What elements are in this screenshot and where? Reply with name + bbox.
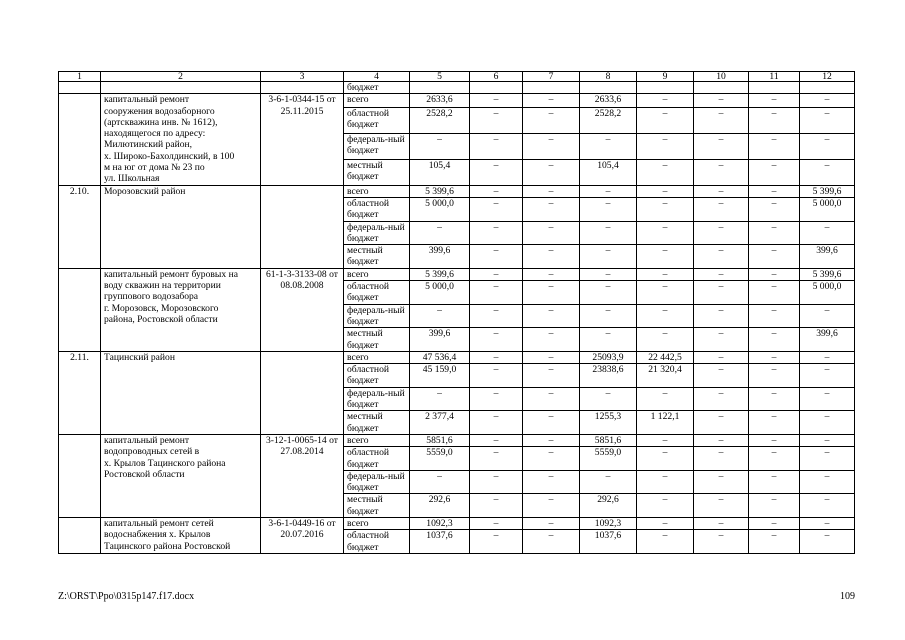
value-cell: 47 536,4 (410, 351, 470, 363)
value-cell: – (800, 411, 855, 435)
value-cell: 292,6 (580, 494, 637, 518)
funding-source-cell: местный бюджет (344, 328, 410, 352)
value-cell (580, 82, 637, 94)
funding-source-cell: местный бюджет (344, 245, 410, 269)
value-cell: – (694, 328, 749, 352)
value-cell: – (637, 447, 694, 471)
value-cell: – (749, 387, 800, 411)
value-cell: – (523, 470, 580, 494)
value-cell: 292,6 (410, 494, 470, 518)
value-cell: – (637, 185, 694, 197)
value-cell: 22 442,5 (637, 351, 694, 363)
value-cell: – (470, 364, 523, 388)
value-cell: 5 000,0 (410, 281, 470, 305)
value-cell: – (580, 197, 637, 221)
value-cell: – (410, 221, 470, 245)
col-header: 4 (344, 72, 410, 82)
value-cell: – (523, 107, 580, 133)
value-cell: – (694, 281, 749, 305)
value-cell: – (694, 434, 749, 446)
budget-table (58, 71, 855, 554)
value-cell: – (749, 304, 800, 328)
value-cell: 1092,3 (580, 517, 637, 529)
value-cell: – (470, 94, 523, 108)
value-cell: 399,6 (410, 245, 470, 269)
col-header: 7 (523, 72, 580, 82)
value-cell: – (694, 494, 749, 518)
value-cell: – (800, 364, 855, 388)
value-cell: – (800, 530, 855, 554)
value-cell: – (523, 494, 580, 518)
funding-source-cell: федераль-ный бюджет (344, 221, 410, 245)
value-cell: – (637, 304, 694, 328)
value-cell: 5 000,0 (800, 281, 855, 305)
value-cell: – (523, 530, 580, 554)
value-cell: 2 377,4 (410, 411, 470, 435)
value-cell: – (637, 387, 694, 411)
value-cell: – (410, 387, 470, 411)
funding-source-cell: всего (344, 268, 410, 280)
col-header: 1 (59, 72, 101, 82)
table-row (59, 94, 855, 108)
value-cell: – (470, 197, 523, 221)
value-cell (800, 82, 855, 94)
value-cell: – (694, 197, 749, 221)
value-cell: – (470, 434, 523, 446)
value-cell: – (694, 268, 749, 280)
value-cell: – (523, 411, 580, 435)
value-cell: – (749, 185, 800, 197)
table-row (59, 351, 855, 363)
table-row (59, 517, 855, 529)
value-cell: 2633,6 (580, 94, 637, 108)
value-cell: – (637, 281, 694, 305)
col-header: 10 (694, 72, 749, 82)
value-cell: – (694, 133, 749, 159)
value-cell (749, 82, 800, 94)
value-cell: – (523, 159, 580, 185)
value-cell: – (637, 159, 694, 185)
col-header: 3 (261, 72, 344, 82)
value-cell: 399,6 (800, 328, 855, 352)
value-cell: 1092,3 (410, 517, 470, 529)
value-cell: – (800, 517, 855, 529)
value-cell: 1255,3 (580, 411, 637, 435)
object-name-cell: капитальный ремонт водопроводных сетей в х. Крылов Тацинского района Ростовской области (101, 434, 261, 517)
funding-source-cell: местный бюджет (344, 494, 410, 518)
value-cell: – (694, 185, 749, 197)
value-cell: – (580, 185, 637, 197)
value-cell: – (523, 304, 580, 328)
value-cell: – (694, 530, 749, 554)
value-cell: – (800, 494, 855, 518)
value-cell: – (637, 434, 694, 446)
funding-source-cell: местный бюджет (344, 411, 410, 435)
funding-source-cell: областной бюджет (344, 530, 410, 554)
value-cell: – (800, 94, 855, 108)
value-cell: – (749, 94, 800, 108)
column-number-header-row (59, 72, 855, 82)
value-cell (523, 82, 580, 94)
document-number-cell (261, 185, 344, 268)
value-cell: – (410, 133, 470, 159)
value-cell: 5 000,0 (800, 197, 855, 221)
value-cell: – (523, 281, 580, 305)
value-cell: – (580, 387, 637, 411)
funding-source-cell: федераль-ный бюджет (344, 133, 410, 159)
value-cell: – (580, 221, 637, 245)
col-header: 8 (580, 72, 637, 82)
funding-source-cell: областной бюджет (344, 197, 410, 221)
funding-source-cell: всего (344, 434, 410, 446)
table-row (59, 434, 855, 446)
object-name-cell (101, 82, 261, 94)
funding-source-cell: местный бюджет (344, 159, 410, 185)
object-name-cell: капитальный ремонт сооружения водозаборного (артскважина инв. № 1612), находящегося по адресу: Милютинский район, х. Широко-Бахолдинский, в 100 м на юг от дома № 23 по ул. Школьная (101, 94, 261, 185)
value-cell: – (470, 221, 523, 245)
value-cell: – (410, 470, 470, 494)
value-cell: 5 399,6 (800, 185, 855, 197)
row-number-cell (59, 82, 101, 94)
value-cell: – (749, 159, 800, 185)
value-cell: – (800, 304, 855, 328)
value-cell: – (470, 328, 523, 352)
value-cell: 1037,6 (410, 530, 470, 554)
value-cell (694, 82, 749, 94)
value-cell: 5 000,0 (410, 197, 470, 221)
value-cell: – (694, 517, 749, 529)
value-cell: – (637, 530, 694, 554)
value-cell: 5 399,6 (410, 268, 470, 280)
value-cell: – (523, 185, 580, 197)
value-cell: – (694, 447, 749, 471)
value-cell: – (470, 517, 523, 529)
value-cell: 399,6 (410, 328, 470, 352)
value-cell: – (749, 470, 800, 494)
value-cell: – (470, 185, 523, 197)
value-cell: – (637, 517, 694, 529)
value-cell: – (470, 133, 523, 159)
value-cell: 105,4 (410, 159, 470, 185)
value-cell: – (470, 159, 523, 185)
table-row (59, 185, 855, 197)
value-cell (470, 82, 523, 94)
funding-source-cell: федераль-ный бюджет (344, 387, 410, 411)
value-cell: – (694, 245, 749, 269)
value-cell: – (800, 221, 855, 245)
object-name-cell: капитальный ремонт сетей водоснабжения х. Крылов Тацинского района Ростовской (101, 517, 261, 553)
value-cell: – (694, 387, 749, 411)
value-cell: 5559,0 (410, 447, 470, 471)
funding-source-cell: областной бюджет (344, 364, 410, 388)
value-cell: – (749, 517, 800, 529)
value-cell: – (749, 447, 800, 471)
page-number: 109 (840, 591, 855, 602)
value-cell: – (470, 530, 523, 554)
value-cell: – (523, 447, 580, 471)
value-cell: – (637, 107, 694, 133)
value-cell: – (580, 281, 637, 305)
value-cell: 5 399,6 (410, 185, 470, 197)
value-cell: – (523, 268, 580, 280)
table-row (59, 82, 855, 94)
col-header: 2 (101, 72, 261, 82)
row-number-cell (59, 517, 101, 553)
value-cell: – (470, 304, 523, 328)
value-cell: – (523, 387, 580, 411)
value-cell: – (637, 470, 694, 494)
funding-source-cell: всего (344, 94, 410, 108)
value-cell: – (749, 245, 800, 269)
value-cell: – (470, 387, 523, 411)
object-name-cell: Морозовский район (101, 185, 261, 268)
document-number-cell: 3-6-1-0449-16 от 20.07.2016 (261, 517, 344, 553)
value-cell: – (800, 133, 855, 159)
row-number-cell: 2.11. (59, 351, 101, 434)
table-body (59, 72, 855, 554)
value-cell: – (694, 159, 749, 185)
value-cell: – (749, 268, 800, 280)
row-number-cell (59, 94, 101, 185)
object-name-cell: Тацинский район (101, 351, 261, 434)
value-cell: 45 159,0 (410, 364, 470, 388)
value-cell: – (580, 268, 637, 280)
value-cell: – (800, 387, 855, 411)
value-cell: – (470, 411, 523, 435)
value-cell: – (523, 364, 580, 388)
value-cell: – (749, 221, 800, 245)
funding-source-cell: всего (344, 517, 410, 529)
value-cell: – (580, 304, 637, 328)
value-cell: – (470, 470, 523, 494)
value-cell: – (580, 133, 637, 159)
value-cell: 5559,0 (580, 447, 637, 471)
col-header: 12 (800, 72, 855, 82)
value-cell: – (800, 447, 855, 471)
value-cell: – (694, 304, 749, 328)
value-cell: – (470, 447, 523, 471)
funding-source-cell: бюджет (344, 82, 410, 94)
value-cell: – (749, 197, 800, 221)
col-header: 6 (470, 72, 523, 82)
document-number-cell: 61-1-3-3133-08 от 08.08.2008 (261, 268, 344, 351)
funding-source-cell: всего (344, 351, 410, 363)
document-number-cell (261, 82, 344, 94)
value-cell: – (637, 133, 694, 159)
value-cell: – (523, 245, 580, 269)
value-cell: – (580, 245, 637, 269)
value-cell: 25093,9 (580, 351, 637, 363)
value-cell: – (694, 411, 749, 435)
value-cell: – (800, 351, 855, 363)
value-cell: – (470, 281, 523, 305)
row-number-cell (59, 268, 101, 351)
value-cell: 5851,6 (580, 434, 637, 446)
value-cell: – (694, 221, 749, 245)
value-cell: – (800, 159, 855, 185)
value-cell: – (694, 351, 749, 363)
value-cell: – (637, 94, 694, 108)
value-cell: – (637, 494, 694, 518)
value-cell: – (470, 245, 523, 269)
value-cell (410, 82, 470, 94)
funding-source-cell: областной бюджет (344, 281, 410, 305)
value-cell: – (523, 351, 580, 363)
value-cell: – (523, 517, 580, 529)
value-cell: – (523, 434, 580, 446)
value-cell: – (749, 133, 800, 159)
value-cell: – (800, 470, 855, 494)
value-cell: – (637, 268, 694, 280)
value-cell: – (637, 245, 694, 269)
value-cell: – (470, 351, 523, 363)
value-cell: 21 320,4 (637, 364, 694, 388)
value-cell: 5 399,6 (800, 268, 855, 280)
value-cell: – (470, 494, 523, 518)
object-name-cell: капитальный ремонт буровых на воду скважин на территории группового водозабора г. Морозовск, Морозовского района, Ростовской области (101, 268, 261, 351)
value-cell: – (694, 107, 749, 133)
col-header: 9 (637, 72, 694, 82)
value-cell: 1037,6 (580, 530, 637, 554)
value-cell: – (470, 268, 523, 280)
value-cell: – (749, 328, 800, 352)
value-cell: – (637, 328, 694, 352)
value-cell (637, 82, 694, 94)
funding-source-cell: всего (344, 185, 410, 197)
value-cell: 23838,6 (580, 364, 637, 388)
value-cell: 1 122,1 (637, 411, 694, 435)
value-cell: – (749, 281, 800, 305)
row-number-cell (59, 434, 101, 517)
value-cell: – (749, 107, 800, 133)
value-cell: 399,6 (800, 245, 855, 269)
value-cell: – (749, 434, 800, 446)
value-cell: – (637, 221, 694, 245)
document-number-cell: 3-6-1-0344-15 от 25.11.2015 (261, 94, 344, 185)
value-cell: – (749, 411, 800, 435)
value-cell: – (800, 107, 855, 133)
document-number-cell (261, 351, 344, 434)
value-cell: – (749, 530, 800, 554)
value-cell: – (523, 133, 580, 159)
funding-source-cell: областной бюджет (344, 107, 410, 133)
value-cell: – (749, 494, 800, 518)
table-row (59, 268, 855, 280)
col-header: 11 (749, 72, 800, 82)
value-cell: – (523, 197, 580, 221)
value-cell: – (694, 364, 749, 388)
value-cell: – (410, 304, 470, 328)
value-cell: – (800, 434, 855, 446)
value-cell: – (523, 221, 580, 245)
value-cell: 5851,6 (410, 434, 470, 446)
value-cell: – (749, 351, 800, 363)
funding-source-cell: федераль-ный бюджет (344, 470, 410, 494)
funding-source-cell: областной бюджет (344, 447, 410, 471)
value-cell: – (694, 94, 749, 108)
funding-source-cell: федераль-ный бюджет (344, 304, 410, 328)
value-cell: – (580, 328, 637, 352)
value-cell: 2528,2 (580, 107, 637, 133)
value-cell: – (637, 197, 694, 221)
row-number-cell: 2.10. (59, 185, 101, 268)
value-cell: – (694, 470, 749, 494)
col-header: 5 (410, 72, 470, 82)
document-number-cell: 3-12-1-0065-14 от 27.08.2014 (261, 434, 344, 517)
file-path-footer: Z:\ORST\Ppo\0315p147.f17.docx (58, 591, 195, 602)
value-cell: 2528,2 (410, 107, 470, 133)
value-cell: – (580, 470, 637, 494)
value-cell: – (470, 107, 523, 133)
value-cell: – (749, 364, 800, 388)
value-cell: – (523, 94, 580, 108)
value-cell: 2633,6 (410, 94, 470, 108)
value-cell: 105,4 (580, 159, 637, 185)
value-cell: – (523, 328, 580, 352)
